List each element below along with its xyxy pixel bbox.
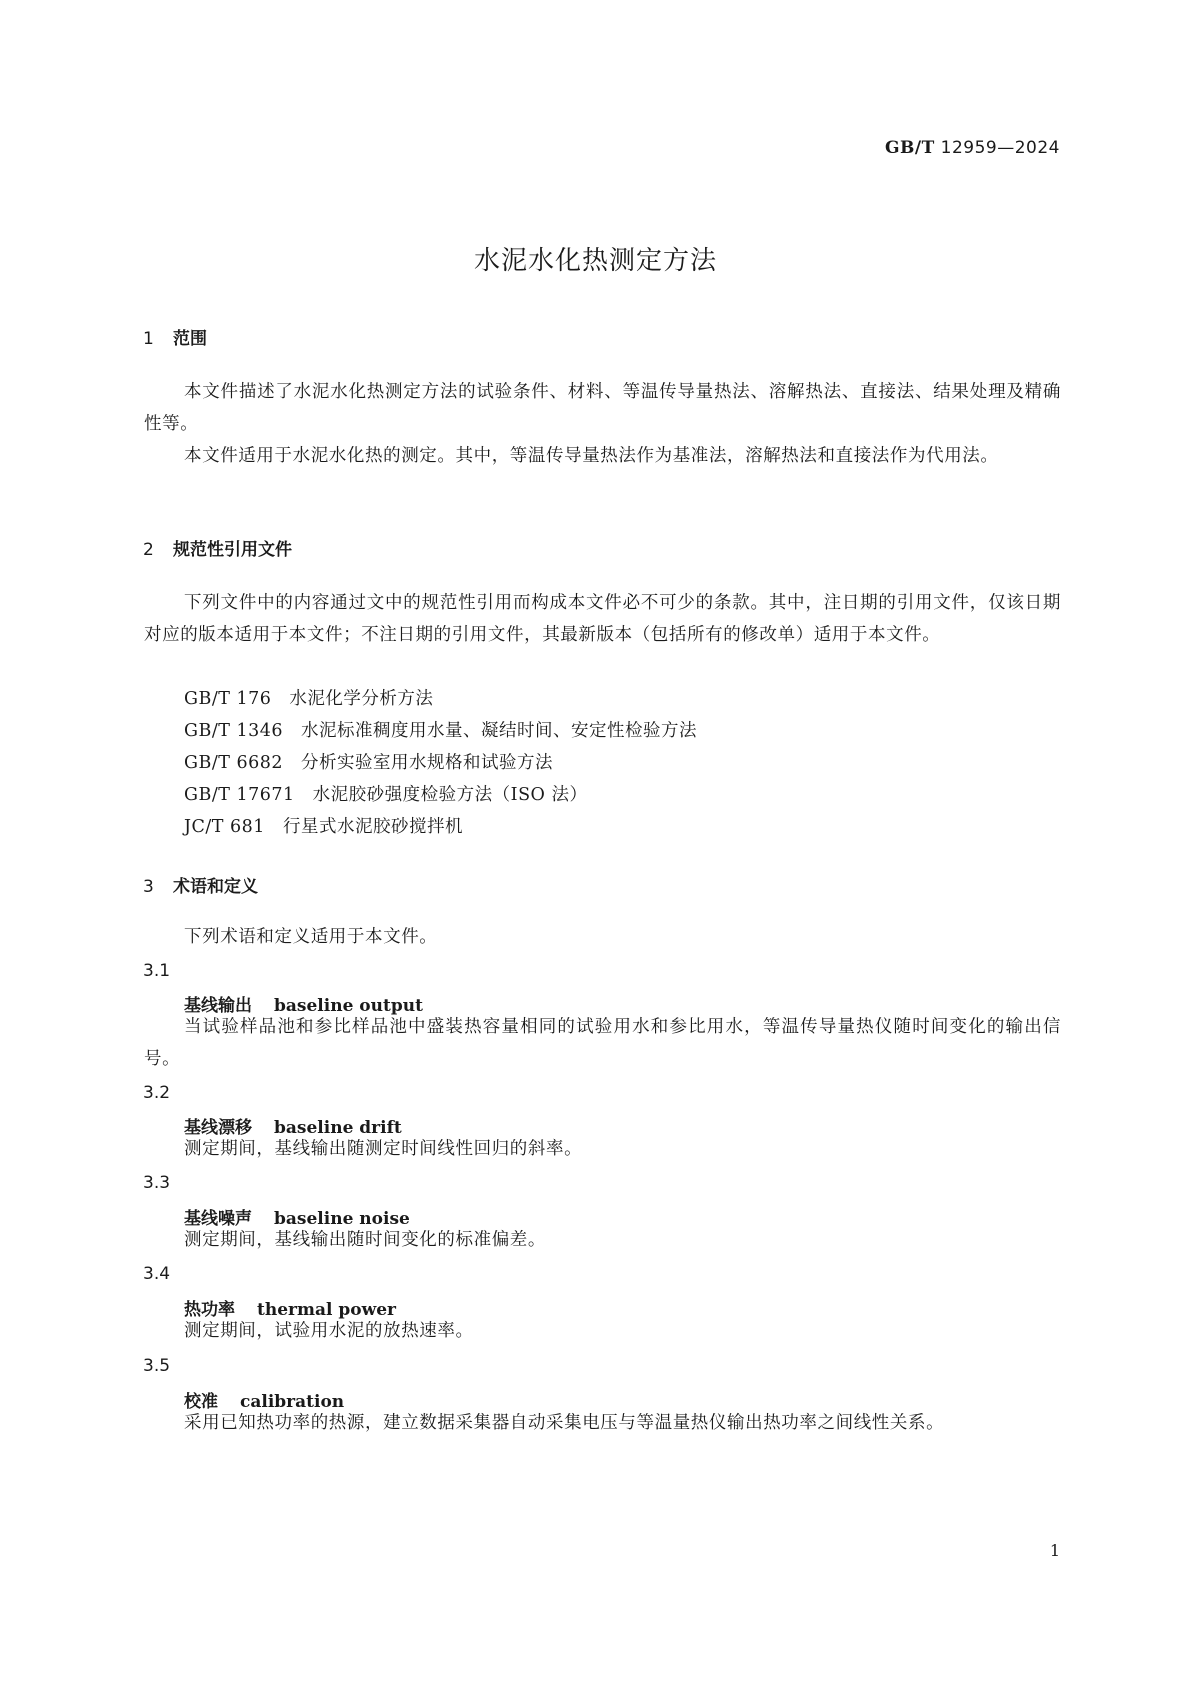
section-heading-scope xyxy=(143,324,207,349)
reference-code: GB/T 1346 xyxy=(184,721,284,741)
paragraph: 下列术语和定义适用于本文件。 xyxy=(184,927,438,947)
reference-item xyxy=(184,685,433,710)
section-title: 范围 xyxy=(173,329,207,349)
section-number: 3 xyxy=(143,877,154,897)
reference-item xyxy=(184,717,697,742)
term-zh: 热功率 xyxy=(184,1300,235,1320)
term-number: 3.2 xyxy=(143,1083,171,1103)
section-heading-normative-references xyxy=(143,535,292,560)
standard-code: 12959—2024 xyxy=(940,138,1060,158)
term-zh: 校准 xyxy=(184,1392,218,1412)
document-title: 水泥水化热测定方法 xyxy=(473,246,717,276)
term-definition: 测定期间，基线输出随测定时间线性回归的斜率。 xyxy=(184,1139,583,1159)
reference-title: 行星式水泥胶砂搅拌机 xyxy=(282,817,463,837)
term-definition: 采用已知热功率的热源，建立数据采集器自动采集电压与等温量热仪输出热功率之间线性关系。 xyxy=(184,1413,945,1433)
term-en: baseline drift xyxy=(274,1118,402,1138)
reference-title: 水泥标准稠度用水量、凝结时间、安定性检验方法 xyxy=(301,721,698,741)
reference-code: GB/T 6682 xyxy=(184,753,284,773)
term-definition: 测定期间，基线输出随时间变化的标准偏差。 xyxy=(184,1230,546,1250)
term-number: 3.5 xyxy=(143,1356,171,1376)
paragraph: 本文件适用于水泥水化热的测定。其中，等温传导量热法作为基准法，溶解热法和直接法作为代用法。 xyxy=(184,446,999,466)
section-heading-terms-definitions xyxy=(143,872,258,897)
section-title: 规范性引用文件 xyxy=(173,540,292,560)
section-title: 术语和定义 xyxy=(173,877,258,897)
reference-item xyxy=(184,749,553,774)
standard-number xyxy=(885,138,1060,158)
term-zh: 基线输出 xyxy=(184,996,252,1016)
reference-title: 水泥化学分析方法 xyxy=(289,689,434,709)
term-zh: 基线噪声 xyxy=(184,1209,252,1229)
standard-prefix: GB/T xyxy=(885,138,935,158)
term-number: 3.3 xyxy=(143,1173,171,1193)
paragraph: 本文件描述了水泥水化热测定方法的试验条件、材料、等温传导量热法、溶解热法、直接法、结果处理及精确性等。 xyxy=(144,382,1061,434)
reference-title: 水泥胶砂强度检验方法（ISO 法） xyxy=(312,785,588,805)
term-en: baseline output xyxy=(274,996,423,1016)
term-zh: 基线漂移 xyxy=(184,1118,252,1138)
reference-item xyxy=(184,813,463,838)
term-number: 3.4 xyxy=(143,1264,171,1284)
term-en: thermal power xyxy=(257,1300,396,1320)
reference-code: GB/T 176 xyxy=(184,689,272,709)
section-number: 1 xyxy=(143,329,154,349)
reference-item xyxy=(184,781,587,806)
section-number: 2 xyxy=(143,540,154,560)
term-en: baseline noise xyxy=(274,1209,410,1229)
term-number: 3.1 xyxy=(143,961,171,981)
reference-code: GB/T 17671 xyxy=(184,785,295,805)
term-definition: 测定期间，试验用水泥的放热速率。 xyxy=(184,1321,474,1341)
paragraph: 下列文件中的内容通过文中的规范性引用而构成本文件必不可少的条款。其中，注日期的引用文件，仅该日期对应的版本适用于本文件；不注日期的引用文件，其最新版本（包括所有的修改单）适用于本文件。 xyxy=(144,593,1061,645)
page-number: 1 xyxy=(1049,1541,1060,1560)
reference-title: 分析实验室用水规格和试验方法 xyxy=(301,753,554,773)
term-en: calibration xyxy=(240,1392,345,1412)
term-definition: 当试验样品池和参比样品池中盛装热容量相同的试验用水和参比用水，等温传导量热仪随时间变化的输出信号。 xyxy=(144,1017,1061,1069)
reference-code: JC/T 681 xyxy=(184,817,265,837)
